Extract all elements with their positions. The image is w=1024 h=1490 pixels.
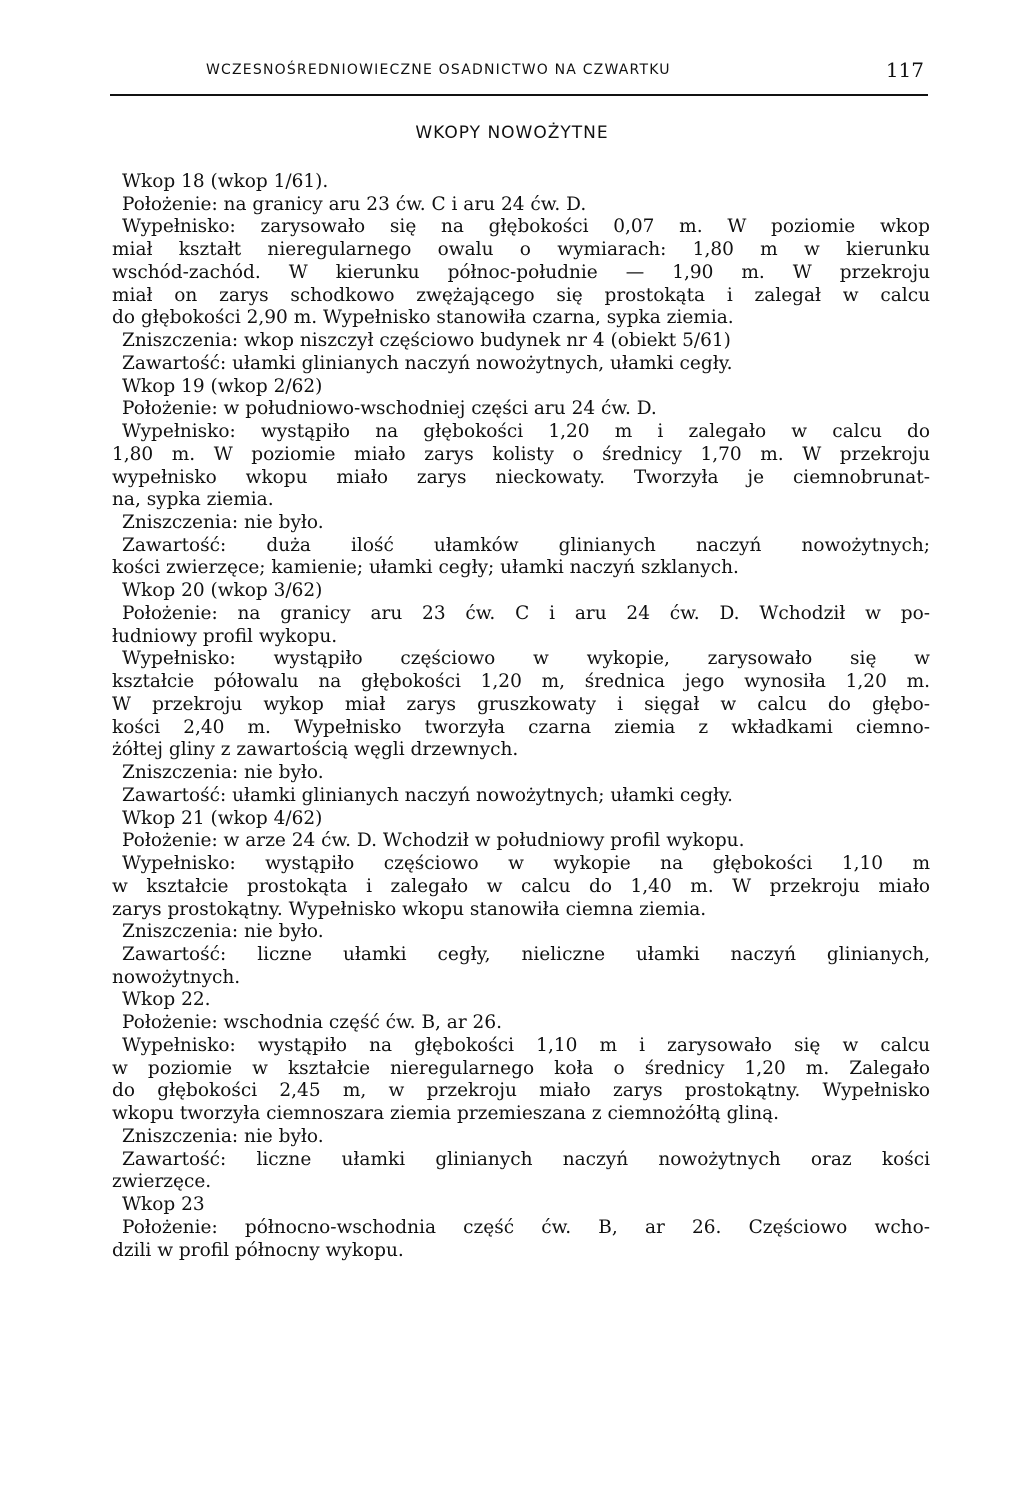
text-line: Zniszczenia: nie było. — [122, 1125, 324, 1147]
text-line: miał kształt nieregularnego owalu o wymiarach: 1,80 m w kierunku — [112, 239, 930, 261]
body-text — [112, 171, 930, 1262]
text-line: Położenie: na granicy aru 23 ćw. C i aru 24 ćw. D. Wchodził w po- — [122, 602, 930, 624]
text-line: Wypełnisko: wystąpiło na głębokości 1,20 m i zalegało w calcu do — [122, 421, 930, 443]
text-line: Wkop 21 (wkop 4/62) — [122, 807, 323, 829]
text-line: Zniszczenia: wkop niszczył częściowo budynek nr 4 (obiekt 5/61) — [122, 330, 731, 352]
text-line: Położenie: w arze 24 ćw. D. Wchodził w południowy profil wykopu. — [122, 830, 745, 852]
text-line: do głębokości 2,90 m. Wypełnisko stanowiła czarna, sypka ziemia. — [112, 307, 734, 329]
text-line: Zniszczenia: nie było. — [122, 921, 324, 943]
text-line: Wkop 19 (wkop 2/62) — [122, 375, 323, 397]
text-line: kości 2,40 m. Wypełnisko tworzyła czarna ziemia z wkładkami ciemno- — [112, 716, 930, 738]
text-line: Wkop 18 (wkop 1/61). — [122, 171, 329, 192]
text-line: Położenie: północno-wschodnia część ćw. B, ar 26. Częściowo wcho- — [122, 1216, 930, 1238]
section-title: WKOPY NOWOŻYTNE — [415, 123, 609, 143]
text-line: Zniszczenia: nie było. — [122, 512, 324, 534]
text-line: Zawartość: duża ilość ułamków glinianych naczyń nowożytnych; — [122, 534, 930, 556]
text-line: zarys prostokątny. Wypełnisko wkopu stanowiła ciemna ziemia. — [112, 898, 707, 920]
text-line: Zniszczenia: nie było. — [122, 762, 324, 784]
text-line: w kształcie prostokąta i zalegało w calcu do 1,40 m. W przekroju miało — [112, 875, 930, 897]
text-line: Wkop 23 — [122, 1194, 205, 1216]
text-line: Zawartość: liczne ułamki cegły, nieliczne ułamki naczyń glinianych, — [122, 943, 930, 965]
text-line: do głębokości 2,45 m, w przekroju miało zarys prostokątny. Wypełnisko — [112, 1080, 930, 1102]
text-line: Wypełnisko: wystąpiło częściowo w wykopie na głębokości 1,10 m — [122, 853, 930, 875]
text-line: Położenie: wschodnia część ćw. B, ar 26. — [122, 1012, 502, 1034]
text-line: żółtej gliny z zawartością węgli drzewnych. — [112, 739, 519, 761]
text-line: wschód-zachód. W kierunku północ-południe — 1,90 m. W przekroju — [112, 261, 930, 283]
text-line: Zawartość: ułamki glinianych naczyń nowożytnych, ułamki cegły. — [122, 352, 733, 374]
text-line: zwierzęce. — [112, 1171, 212, 1193]
text-line: Zawartość: liczne ułamki glinianych naczyń nowożytnych oraz kości — [122, 1148, 930, 1170]
running-title: WCZESNOŚREDNIOWIECZNE OSADNICTWO NA CZWARTKU — [206, 62, 671, 78]
text-line: dzili w profil północny wykopu. — [112, 1239, 404, 1261]
text-line: Położenie: na granicy aru 23 ćw. C i aru 24 ćw. D. — [122, 193, 587, 215]
text-line: wkopu tworzyła ciemnoszara ziemia przemieszana z ciemnożółtą gliną. — [112, 1103, 780, 1125]
text-line: miał on zarys schodkowo zwężającego się prostokąta i zalegał w calcu — [112, 284, 930, 306]
text-line: Wkop 20 (wkop 3/62) — [122, 580, 323, 602]
text-line: Zawartość: ułamki glinianych naczyń nowożytnych; ułamki cegły. — [122, 784, 733, 806]
page-number: 117 — [885, 58, 924, 82]
text-line: Wkop 22. — [122, 989, 211, 1011]
running-header — [110, 58, 928, 96]
text-line: w poziomie w kształcie nieregularnego koła o średnicy 1,20 m. Zalegało — [112, 1057, 930, 1079]
text-line: 1,80 m. W poziomie miało zarys kolisty o średnicy 1,70 m. W przekroju — [112, 443, 930, 465]
text-line: Wypełnisko: zarysowało się na głębokości 0,07 m. W poziomie wkop — [122, 216, 930, 238]
text-line: nowożytnych. — [112, 966, 241, 988]
text-line: kształcie półowalu na głębokości 1,20 m, średnica jego wynosiła 1,20 m. — [112, 671, 930, 693]
text-line: Położenie: w południowo-wschodniej części aru 24 ćw. D. — [122, 398, 657, 420]
text-line: wypełnisko wkopu miało zarys nieckowaty. Tworzyła je ciemnobrunat- — [112, 466, 930, 488]
text-line: łudniowy profil wykopu. — [112, 625, 338, 647]
text-line: Wypełnisko: wystąpiło częściowo w wykopie, zarysowało się w — [122, 648, 930, 670]
text-line: Wypełnisko: wystąpiło na głębokości 1,10 m i zarysowało się w calcu — [122, 1034, 930, 1056]
text-line: W przekroju wykop miał zarys gruszkowaty i sięgał w calcu do głębo- — [112, 693, 930, 715]
text-line: na, sypka ziemia. — [112, 489, 274, 511]
text-line: kości zwierzęce; kamienie; ułamki cegły; ułamki naczyń szklanych. — [112, 557, 739, 579]
